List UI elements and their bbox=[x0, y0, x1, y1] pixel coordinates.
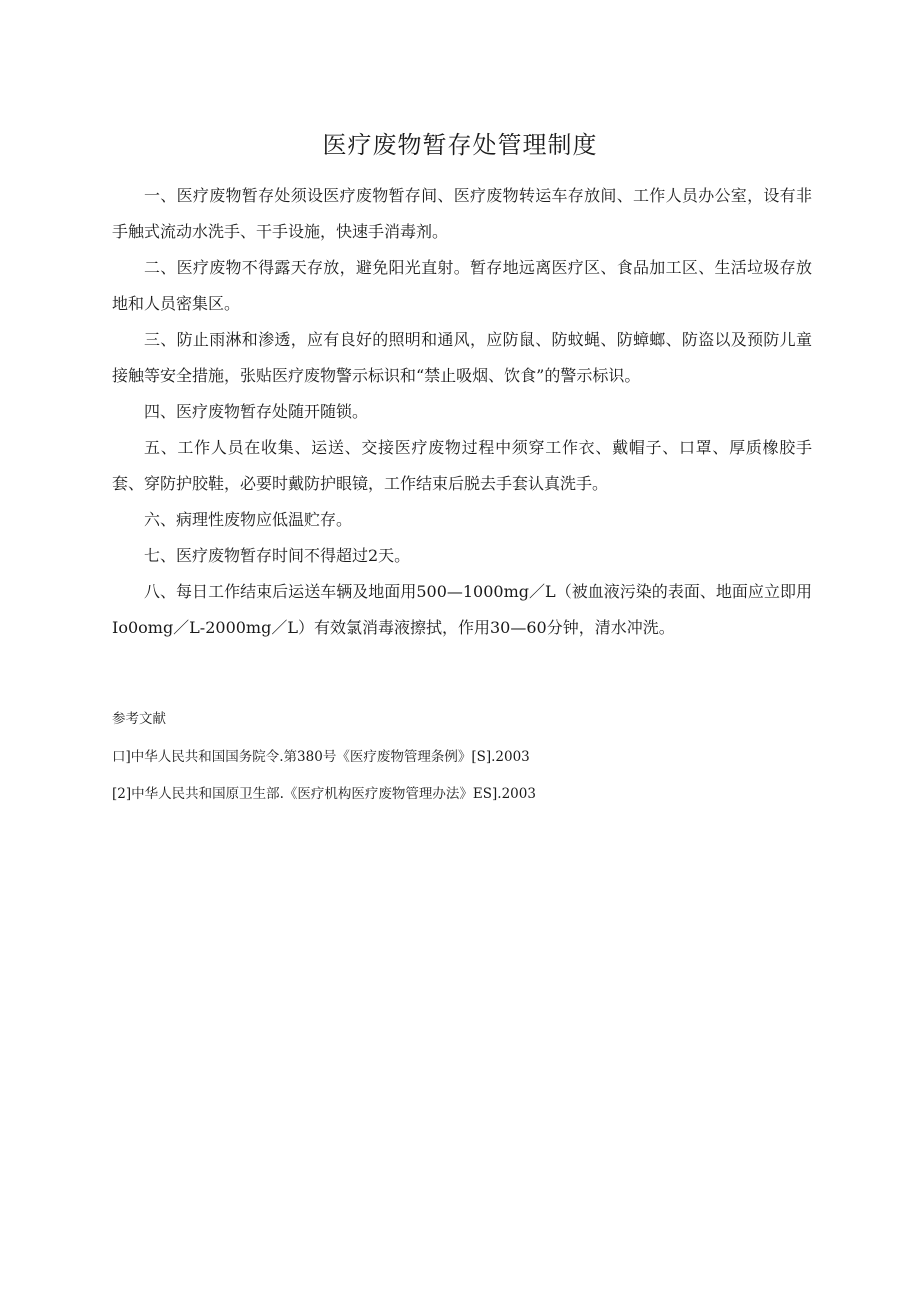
paragraph-7: 七、医疗废物暂存时间不得超过2天。 bbox=[144, 546, 411, 565]
paragraph-2: 二、医疗废物不得露天存放，避免阳光直射。暂存地远离医疗区、食品加工区、生活垃圾存放地和人员密集区。 bbox=[112, 258, 812, 313]
document-title: 医疗废物暂存处管理制度 bbox=[322, 131, 598, 159]
paragraph-5: 五、工作人员在收集、运送、交接医疗废物过程中须穿工作衣、戴帽子、口罩、厚质橡胶手套、穿防护胶鞋，必要时戴防护眼镜，工作结束后脱去手套认真洗手。 bbox=[112, 438, 812, 493]
paragraph-6: 六、病理性废物应低温贮存。 bbox=[144, 510, 353, 529]
paragraph-4: 四、医疗废物暂存处随开随锁。 bbox=[144, 402, 369, 421]
reference-item-1: 口]中华人民共和国国务院令.第380号《医疗废物管理条例》[S].2003 bbox=[112, 749, 530, 765]
references-heading: 参考文献 bbox=[112, 711, 166, 727]
paragraph-1: 一、医疗废物暂存处须设医疗废物暂存间、医疗废物转运车存放间、工作人员办公室，设有非手触式流动水洗手、干手设施，快速手消毒剂。 bbox=[112, 186, 812, 241]
paragraph-3: 三、防止雨淋和渗透，应有良好的照明和通风，应防鼠、防蚊蝇、防蟑螂、防盗以及预防儿童接触等安全措施，张贴医疗废物警示标识和“禁止吸烟、饮食”的警示标识。 bbox=[112, 330, 812, 385]
document-body bbox=[112, 178, 812, 646]
paragraph-8: 八、每日工作结束后运送车辆及地面用500—1000mg／L（被血液污染的表面、地面应立即用Io0omg／L-2000mg／L）有效氯消毒液擦拭，作用30—60分钟，清水冲洗。 bbox=[112, 582, 812, 637]
reference-item-2: [2]中华人民共和国原卫生部.《医疗机构医疗废物管理办法》ES].2003 bbox=[112, 786, 536, 802]
references-section bbox=[112, 704, 812, 813]
